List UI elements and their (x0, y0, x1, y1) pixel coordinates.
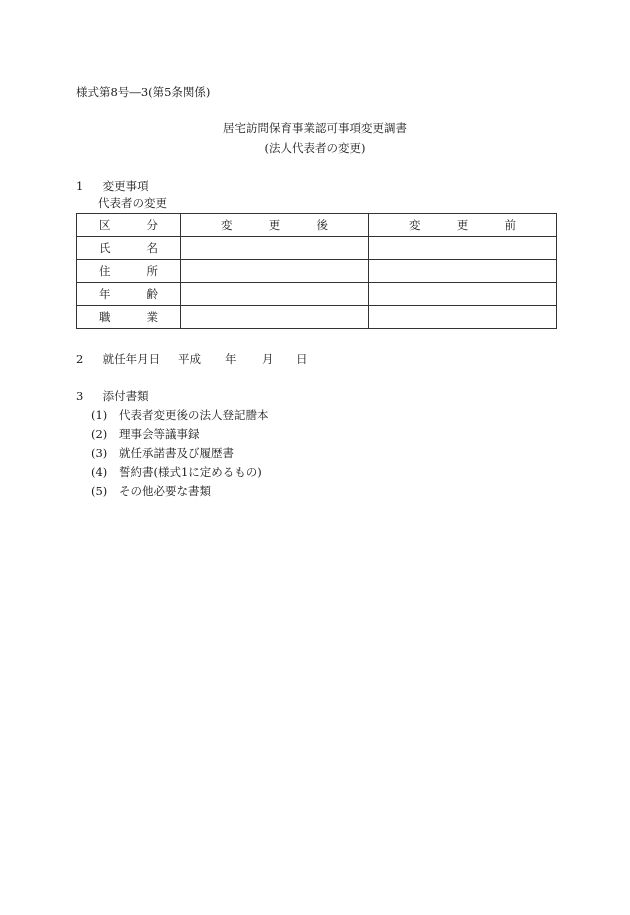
row-label-char: 住 (99, 264, 111, 278)
table-row-age (77, 283, 557, 306)
occupation-before-cell[interactable] (369, 306, 557, 329)
appointment-month-label: 月 (262, 352, 274, 366)
row-label-char: 年 (99, 287, 111, 301)
section2-heading (76, 354, 160, 366)
age-before-cell[interactable] (369, 283, 557, 306)
table-row-occupation (77, 306, 557, 329)
row-label-char: 業 (146, 310, 158, 324)
attachment-number: (5) (91, 484, 108, 498)
row-label-char: 職 (99, 310, 111, 324)
appointment-era: 平成 (178, 352, 201, 366)
form-number: 様式第8号―3(第5条関係) (76, 85, 211, 99)
table-header-row (77, 214, 557, 237)
attachment-text: 就任承諾書及び履歴書 (119, 446, 234, 460)
section1-heading (76, 181, 149, 193)
name-before-cell[interactable] (369, 237, 557, 260)
header-before-char: 更 (456, 218, 469, 232)
row-label-char: 齢 (146, 287, 158, 301)
name-after-cell[interactable] (181, 237, 369, 260)
appointment-day-label: 日 (296, 352, 308, 366)
section3-heading-text: 添付書類 (102, 389, 149, 403)
section3-heading (76, 391, 149, 403)
attachment-item (91, 486, 211, 498)
appointment-year-label: 年 (225, 352, 237, 366)
attachment-text: 理事会等議事録 (119, 427, 200, 441)
row-label-char: 氏 (99, 241, 111, 255)
header-after (181, 214, 369, 237)
header-after-char: 変 (221, 218, 233, 232)
header-after-char: 後 (316, 218, 328, 232)
address-after-cell[interactable] (181, 260, 369, 283)
row-label (77, 237, 181, 260)
document-subtitle: (法人代表者の変更) (264, 141, 366, 155)
header-before (369, 214, 557, 237)
row-label (77, 306, 181, 329)
attachment-text: その他必要な書類 (119, 484, 211, 498)
attachment-number: (2) (91, 427, 108, 441)
attachment-item (91, 429, 200, 441)
header-category-char: 区 (99, 218, 111, 232)
header-category-char: 分 (146, 218, 158, 232)
row-label-char: 所 (146, 264, 158, 278)
attachment-text: 代表者変更後の法人登記謄本 (119, 408, 269, 422)
header-category (77, 214, 181, 237)
header-before-char: 変 (409, 218, 421, 232)
change-table (76, 213, 557, 329)
attachment-item (91, 467, 262, 479)
row-label (77, 260, 181, 283)
table-row-name (77, 237, 557, 260)
table-row-address (77, 260, 557, 283)
occupation-after-cell[interactable] (181, 306, 369, 329)
row-label (77, 283, 181, 306)
attachment-number: (3) (91, 446, 108, 460)
attachment-item (91, 410, 269, 422)
attachment-number: (1) (91, 408, 108, 422)
section2-number: 2 (76, 352, 84, 366)
attachment-text: 誓約書(様式1に定めるもの) (119, 465, 262, 479)
row-label-char: 名 (146, 241, 158, 255)
section3-number: 3 (76, 389, 84, 403)
section1-number: 1 (76, 179, 84, 193)
section1-heading-text: 変更事項 (102, 179, 149, 193)
attachment-number: (4) (91, 465, 108, 479)
address-before-cell[interactable] (369, 260, 557, 283)
header-before-char: 前 (504, 218, 516, 232)
document-title: 居宅訪問保育事業認可事項変更調書 (223, 121, 407, 135)
section2-heading-text: 就任年月日 (102, 352, 161, 366)
age-after-cell[interactable] (181, 283, 369, 306)
attachment-item (91, 448, 234, 460)
section1-subheading: 代表者の変更 (98, 196, 167, 210)
header-after-char: 更 (268, 218, 281, 232)
